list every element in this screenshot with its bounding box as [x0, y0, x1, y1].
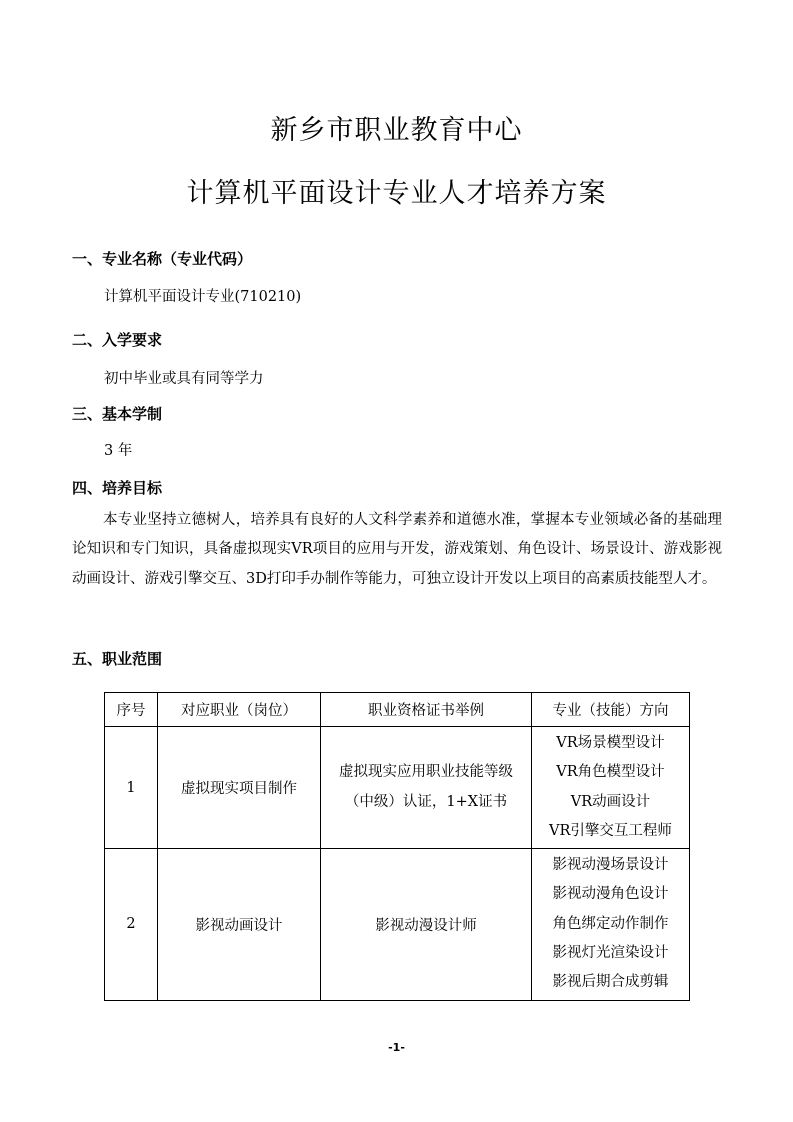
- page-number: -1-: [388, 1041, 405, 1054]
- section-heading-duration: 三、基本学制: [72, 405, 163, 423]
- row-no: 2: [105, 849, 158, 1000]
- direction-item: 影视后期合成剪辑: [552, 974, 669, 991]
- row-cert: [321, 727, 532, 849]
- table-row: [105, 849, 690, 1000]
- section-heading-admission: 二、入学要求: [72, 331, 163, 349]
- header-direction: 专业（技能）方向: [532, 693, 690, 727]
- section-heading-major-name: 一、专业名称（专业代码）: [72, 250, 253, 268]
- header-job: 对应职业（岗位）: [158, 693, 321, 727]
- row-job: 影视动画设计: [158, 849, 321, 1000]
- row-no: 1: [105, 727, 158, 849]
- objective-paragraph: 本专业坚持立德树人，培养具有良好的人文科学素养和道德水准，掌握本专业领域必备的基础理论知识和专门知识，具备虚拟现实VR项目的应用与开发，游戏策划、角色设计、场景设计、游戏影视动画设计、游戏引擎交互、3D打印手办制作等能力，可独立设计开发以上项目的高素质技能型人才。: [72, 512, 722, 587]
- direction-item: 影视动漫场景设计: [552, 857, 669, 874]
- direction-item: 影视动漫角色设计: [552, 886, 669, 903]
- document-title: 计算机平面设计专业人才培养方案: [186, 178, 607, 209]
- section-heading-career-scope: 五、职业范围: [72, 650, 163, 668]
- table-header-row: [105, 693, 690, 727]
- cert-line: 虚拟现实应用职业技能等级: [339, 764, 513, 781]
- direction-item: 角色绑定动作制作: [552, 915, 669, 932]
- table-row: [105, 727, 690, 849]
- direction-item: VR引擎交互工程师: [549, 822, 672, 839]
- section-heading-objective: 四、培养目标: [72, 479, 163, 497]
- row-directions: [532, 849, 690, 1000]
- direction-item: VR场景模型设计: [556, 735, 665, 751]
- direction-item: VR角色模型设计: [556, 764, 665, 781]
- major-name-text: 计算机平面设计专业(710210): [104, 289, 302, 305]
- direction-item: VR动画设计: [570, 793, 651, 810]
- cert-line: （中级）认证，1+X证书: [344, 793, 508, 810]
- direction-item: 影视灯光渲染设计: [552, 945, 669, 962]
- row-directions: [532, 727, 690, 849]
- header-cert: 职业资格证书举例: [321, 693, 532, 727]
- admission-text: 初中毕业或具有同等学力: [104, 371, 264, 387]
- header-no: 序号: [105, 693, 158, 727]
- row-job: 虚拟现实项目制作: [158, 727, 321, 849]
- career-table: [104, 692, 690, 1001]
- school-title: 新乡市职业教育中心: [270, 115, 523, 146]
- duration-text: 3 年: [104, 443, 133, 459]
- row-cert: 影视动漫设计师: [321, 849, 532, 1000]
